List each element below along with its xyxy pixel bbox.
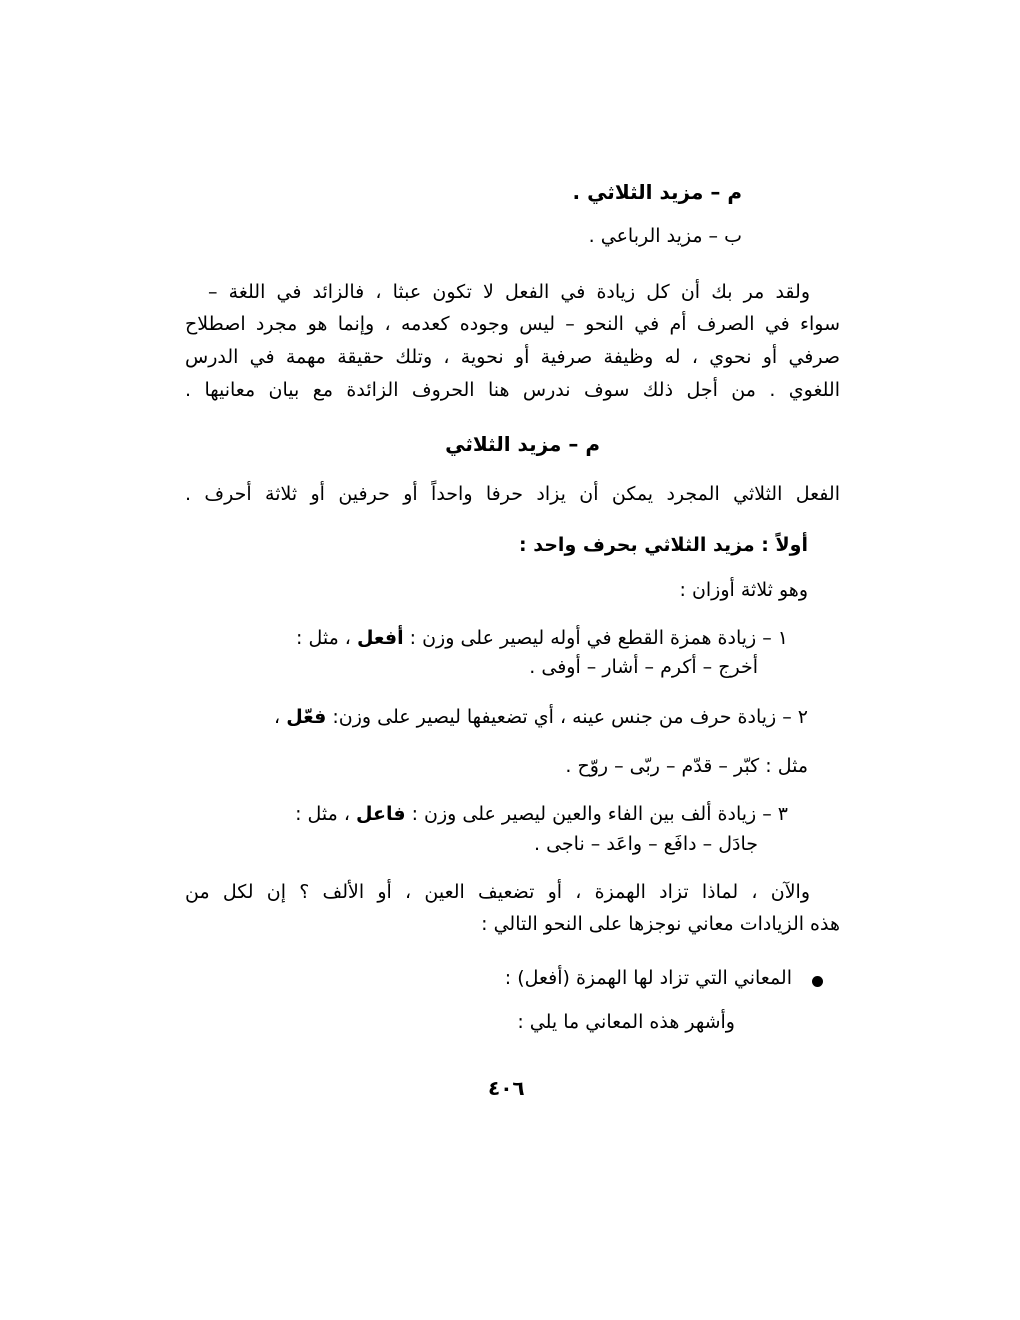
question-line-2: هذه الزيادات معاني نوجزها على النحو التالي : [481, 913, 840, 935]
bullet-icon [812, 976, 823, 987]
item-2-line [274, 705, 808, 729]
subheading: أولاً : مزيد الثلاثي بحرف واحد : [519, 534, 808, 556]
item-pattern: فاعل [356, 803, 406, 825]
item-pattern: أفعل [356, 627, 404, 649]
item-text: ٢ – زيادة حرف من جنس عينه ، أي تضعيفها ليصير على وزن: [332, 706, 808, 728]
closing-line: وأشهر هذه المعاني ما يلي : [517, 1011, 735, 1033]
bullet-heading: المعاني التي تزاد لها الهمزة (أفعل) : [504, 967, 792, 989]
item-1-examples: أخرج – أكرم – أشار – أوفى . [529, 656, 758, 678]
section-heading: م – مزيد الثلاثي [445, 432, 600, 456]
item-2-examples: مثل : كبّر – قدّم – ربّى – روّح . [565, 755, 808, 777]
item-3-examples: جادَل – دافَع – واعَد – ناجى . [534, 833, 758, 855]
section-intro: الفعل الثلاثي المجرد يمكن أن يزاد حرفا واحداً أو حرفين أو ثلاثة أحرف . [185, 483, 840, 505]
item-3-line [295, 802, 788, 826]
item-text: ١ – زيادة همزة القطع في أوله ليصير على وزن : [409, 627, 788, 649]
page-number: ٤٠٦ [488, 1076, 525, 1100]
intro-line-1: ولقد مر بك أن كل زيادة في الفعل لا تكون عبثا ، فالزائد في اللغة – [208, 281, 810, 303]
item-text-suffix: ، مثل : [296, 627, 351, 649]
intro-line-2: سواء في الصرف أم في النحو – ليس وجوده كعدمه ، وإنما هو مجرد اصطلاح [185, 313, 840, 335]
outline-text: – مزيد الثلاثي . [572, 180, 721, 204]
intro-line-4: اللغوي . من أجل ذلك سوف ندرس هنا الحروف الزائدة مع بيان معانيها . [185, 379, 840, 401]
outline-marker: م [727, 180, 742, 204]
outline-marker: ب [724, 225, 742, 247]
item-text: ٣ – زيادة ألف بين الفاء والعين ليصير على وزن : [411, 803, 788, 825]
intro-line-3: صرفي أو نحوي ، له وظيفة صرفية أو نحوية ، وتلك حقيقة مهمة في الدرس [185, 346, 840, 368]
outline-text: – مزيد الرباعي . [588, 225, 719, 247]
question-line-1: والآن ، لماذا تزاد الهمزة ، أو تضعيف العين ، أو الألف ؟ إن لكل من [185, 881, 810, 903]
item-text-suffix: ، [274, 706, 281, 728]
item-pattern: فعّل [286, 706, 327, 728]
item-text-suffix: ، مثل : [295, 803, 350, 825]
outline-item-2 [589, 224, 742, 248]
outline-item-1 [573, 180, 742, 204]
weights-intro: وهو ثلاثة أوزان : [679, 579, 808, 601]
item-1-line [296, 626, 788, 650]
